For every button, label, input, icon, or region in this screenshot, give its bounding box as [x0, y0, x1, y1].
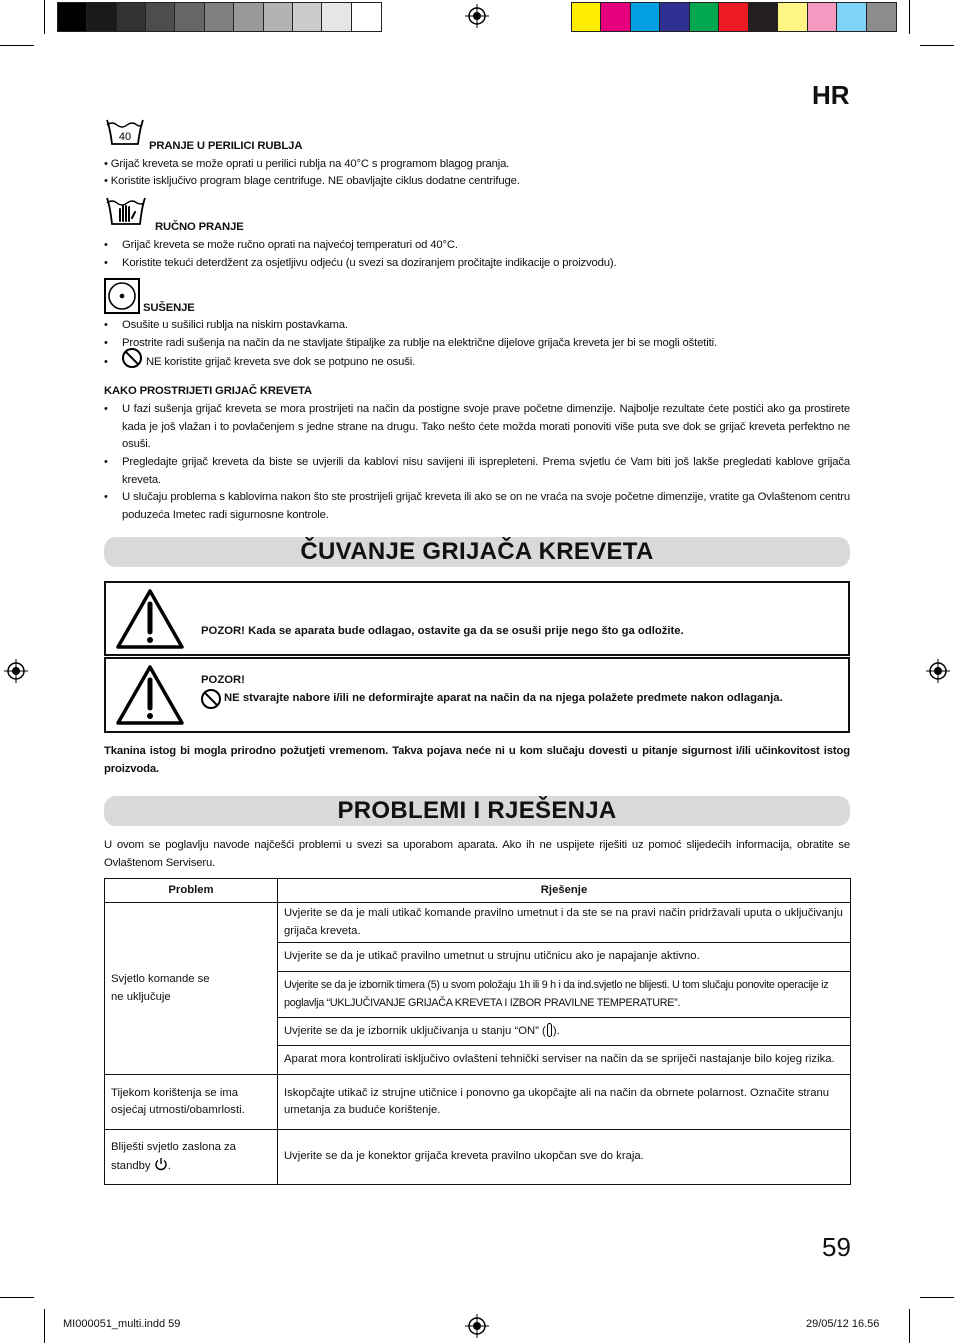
tumble-dry-icon: [104, 278, 140, 314]
color-swatch: [146, 3, 175, 31]
bullet: •: [104, 239, 108, 251]
language-label: HR: [812, 80, 850, 110]
spread-para-2: Pregledajte grijač kreveta da biste se uvjerili da kablovi nisu savijeni ili isprepleteni. Prema svjetlu će Vam biti još lakše pregledati kablove grijača kreveta.: [122, 456, 850, 486]
color-swatch: [205, 3, 234, 31]
bullet: •: [104, 356, 108, 368]
color-swatch: [58, 3, 87, 31]
color-swatch: [264, 3, 293, 31]
color-swatch: [867, 3, 896, 31]
warning-triangle-icon: [115, 664, 185, 726]
prohibited-icon: [121, 347, 143, 369]
problems-intro: U ovom se poglavlju navode najčešći problemi u svezi sa uporabom aparata. Ako ih ne uspijete riješiti uz pomoć slijedećih informacija, obratite se Ovlaštenom Serviseru.: [104, 839, 850, 869]
page-number: 59: [822, 1232, 851, 1262]
solution-text: Uvjerite se da je izbornik uključivanja u stanju “ON” (: [284, 1024, 546, 1037]
solution-text: ).: [552, 1024, 560, 1037]
bullet: •: [104, 257, 108, 269]
crop-mark: [909, 0, 910, 34]
solutions-table: [104, 878, 851, 1185]
color-swatch: [572, 3, 601, 31]
registration-mark-icon: [465, 1314, 489, 1338]
color-swatch: [719, 3, 748, 31]
bullet: •: [104, 491, 108, 503]
solution-cell: Aparat mora kontrolirati isključivo ovlašteni tehnički serviser na način da se spriječi nastajanje bilo kojeg rizika.: [278, 1046, 851, 1075]
color-swatch: [117, 3, 146, 31]
bullet: •: [104, 403, 108, 415]
warning-text-2: NE stvarajte nabore i/ili ne deformirajte aparat na način da na njega polažete predmete nakon odlaganja.: [224, 692, 783, 704]
color-swatch-bar: [571, 2, 897, 32]
color-swatch: [690, 3, 719, 31]
color-swatch: [601, 3, 630, 31]
solution-cell: Iskopčajte utikač iz strujne utičnice i ponovno ga ukopčajte ali na način da obrnete polarnost. Označite stranu umetanja za buduće korištenje.: [278, 1075, 851, 1130]
color-swatch: [87, 3, 116, 31]
warning-box-2: [104, 657, 850, 733]
spread-title: KAKO PROSTRIJETI GRIJAČ KREVETA: [104, 385, 312, 397]
color-swatch: [631, 3, 660, 31]
warning-text-1: POZOR! Kada se aparata bude odlagao, ostavite ga da se osuši prije nego što ga odložite.: [201, 625, 684, 637]
solution-cell: [278, 1018, 851, 1046]
color-swatch: [808, 3, 837, 31]
color-swatch: [660, 3, 689, 31]
color-swatch: [234, 3, 263, 31]
problem-cell-1: [105, 903, 278, 1075]
crop-mark: [920, 45, 954, 46]
warning-triangle-icon: [115, 588, 185, 650]
prohibited-icon: [200, 688, 222, 710]
dry-line-1: Osušite u sušilici rublja na niskim postavkama.: [122, 319, 348, 331]
problem-text-1: Svjetlo komande se ne uključuje: [111, 973, 210, 1003]
dry-line-3: NE koristite grijač kreveta sve dok se potpuno ne osuši.: [146, 356, 416, 368]
storage-note: Tkanina istog bi mogla prirodno požutjeti vremenom. Takva pojava neće ni u kom slučaju dovesti u pitanje sigurnost i/ili učinkovitost istog proizvoda.: [104, 745, 850, 775]
wash-title: PRANJE U PERILICI RUBLJA: [149, 140, 303, 152]
solution-cell: Uvjerite se da je konektor grijača kreveta pravilno ukopčan sve do kraja.: [278, 1130, 851, 1185]
registration-mark-icon: [926, 659, 950, 683]
hand-wash-icon: [104, 194, 150, 228]
footer-date: 29/05/12 16.56: [806, 1318, 880, 1330]
problem-cell-2: Tijekom korištenja se ima osjećaj utrnosti/obamrlosti.: [105, 1075, 278, 1130]
footer-file: MI000051_multi.indd 59: [63, 1318, 181, 1330]
storage-heading: ČUVANJE GRIJAČA KREVETA: [104, 537, 850, 567]
problems-heading: PROBLEMI I RJEŠENJA: [104, 796, 850, 826]
color-swatch: [175, 3, 204, 31]
problem-cell-3: [105, 1130, 278, 1185]
bullet: •: [104, 456, 108, 468]
solution-cell: Uvjerite se da je mali utikač komande pravilno umetnut i da ste se na pravi način pridržavali uputa o uključivanju grijača kreveta.: [278, 903, 851, 943]
on-position-icon: [547, 1023, 552, 1037]
hand-line-1: Grijač kreveta se može ručno oprati na najvećoj temperaturi od 40°C.: [122, 239, 458, 251]
hand-title: RUČNO PRANJE: [155, 221, 244, 233]
problem-text-3: Bliješti svjetlo zaslona za standby: [111, 1141, 236, 1172]
crop-mark: [44, 1309, 45, 1343]
standby-icon: [154, 1157, 168, 1171]
crop-mark: [920, 1297, 954, 1298]
solution-cell: Uvjerite se da je utikač pravilno umetnut u strujnu utičnicu ako je napajanje aktivno.: [278, 943, 851, 972]
col-header-problem: Problem: [105, 879, 278, 903]
warning-box-1: [104, 581, 850, 656]
spread-para-1: U fazi sušenja grijač kreveta se mora prostrijeti na način da postigne svoje prave početne dimenzije. Najbolje rezultate ćete postići ako ga prostirete kada je još vlažan i to povlačenjem s jedne strane na drugu. Tako nešto ćete možda morati ponoviti više puta sve dok se grijač kreveta perfektno ne osuši.: [122, 403, 850, 450]
gray-swatch-bar: [57, 2, 382, 32]
registration-mark-icon: [4, 659, 28, 683]
color-swatch: [352, 3, 381, 31]
col-header-solution: Rješenje: [278, 879, 851, 903]
crop-mark: [44, 0, 45, 34]
wash-line-1: • Grijač kreveta se može oprati u perilici rublja na 40°C s programom blagog pranja.: [104, 158, 510, 170]
bullet: •: [104, 337, 108, 349]
wash-temp-label: 40: [118, 131, 132, 143]
crop-mark: [0, 45, 34, 46]
solution-cell: Uvjerite se da je izbornik timera (5) u svom položaju 1h ili 9 h i da ind.svjetlo ne blijesti. U tom slučaju ponovite operacije iz poglavlja “UKLJUČIVANJE GRIJAČA KREVETA I IZBOR PRAVILNE TEMPERATURE”.: [278, 972, 851, 1018]
bullet: •: [104, 319, 108, 331]
dry-line-2: Prostrite radi sušenja na način da ne stavljate štipaljke za rublje na električne dijelove grijača kreveta jer bi se mogli oštetiti.: [122, 337, 717, 349]
color-swatch: [749, 3, 778, 31]
color-swatch: [293, 3, 322, 31]
hand-line-2: Koristite tekući deterdžent za osjetljivu odjeću (u svezi sa doziranjem pročitajte indikacije o proizvodu).: [122, 257, 617, 269]
dry-title: SUŠENJE: [143, 302, 195, 314]
wash-line-2: • Koristite isključivo program blage centrifuge. NE obavljajte ciklus dodatne centrifuge.: [104, 175, 520, 187]
crop-mark: [909, 1309, 910, 1343]
machine-wash-40-icon: [104, 116, 146, 148]
crop-mark: [0, 1297, 34, 1298]
color-swatch: [322, 3, 351, 31]
registration-mark-icon: [465, 4, 489, 28]
spread-para-3: U slučaju problema s kablovima nakon što ste prostrijeli grijač kreveta ili ako se on ne vraća na svoje početne dimenzije, vratite ga Ovlaštenom centru poduzeća Imetec radi sigurnosne kontrole.: [122, 491, 850, 521]
color-swatch: [837, 3, 866, 31]
color-swatch: [778, 3, 807, 31]
problem-text-3-end: .: [167, 1159, 171, 1172]
warning-title-2: POZOR!: [201, 674, 245, 686]
